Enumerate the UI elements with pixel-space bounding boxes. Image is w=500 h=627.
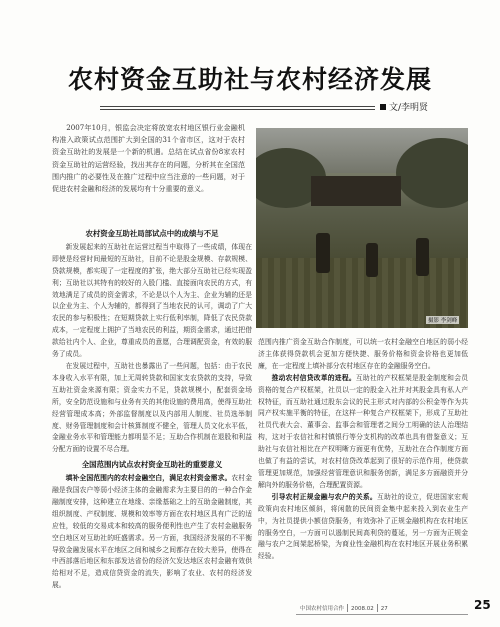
section-heading-significance: 全国范围内试点农村资金互助社的重要意义 (81, 460, 223, 470)
article-photo (256, 128, 468, 328)
page-range: 27 (380, 606, 388, 612)
paragraph (52, 473, 252, 592)
paragraph: 在发展过程中，互助社也暴露出了一些问题，包括：由于农民本身收入水平有限，加上无周转贷款和国家支农贷款的支持，导致互助社资金来源有限；资金实力不足，贷款规模小，配套资金场所，安全防范设施和与业务有关的其他设施的费用高，使得互助社经营管理成本高；外部监督制度以及内部用人制度、社员选举制度、财务管理制度和会计核算制度不健全，管理人员文化水平低，金融业务水平和管理能力都明显不足；互助合作机制在退股和利益分配方面的设置不尽合理。 (52, 361, 252, 454)
photo-person (416, 238, 429, 276)
author-row (0, 100, 500, 114)
author-byline (380, 100, 428, 113)
paragraph-body: 互助社的产权框架是股金制度和会员资格的复合产权框架，社员以一定的股金入社并对其股金具有私人产权特征，而互助社通过股东会议的民主形式对内部的公积金等作为共同产权实施平衡的特征，在这样一种复合产权框架下，形成了互助社社员代表大会、董事会、监事会和管理者之间分工明确的法人治理结构，这对于农信社和村镇银行等分支机构的改革也具有借鉴意义；互助社与农信社相比在产权明晰方面更有优势，互助社在合作制度方面也做了有益的尝试，对农村信贷改革起到了很好的示范作用，使贷款管理更加规范，加强经营管理意识和服务创新，满足多方面融资并分解向外的服务价格，合理配置资源。 (258, 373, 468, 489)
footer-separator (377, 604, 378, 612)
photo-tree (396, 138, 468, 208)
photo-building (311, 176, 401, 206)
article-abstract (52, 122, 245, 195)
lead-sentence: 推动农村信贷改革的进程。 (271, 373, 356, 382)
square-bullet-icon (380, 104, 386, 110)
right-column (258, 337, 468, 563)
title-rule-secondary (100, 109, 375, 110)
journal-name: 中国农村信用合作 (300, 606, 345, 612)
paragraph-body: 互助社的设立，促进国家宏观政策向农村地区倾斜，将闲散的民间资金集中起来投入到农业生产中，为社员提供小额信贷服务，有效弥补了正规金融机构在农村地区的服务空白，一方面可以遏制民间高利贷的蔓延，另一方面为正规金融与农户之间架起桥梁，为商业性金融机构在农村地区开展业务积累经验。 (258, 492, 468, 561)
author-name: 文/李明贤 (389, 103, 429, 113)
article-title: 农村资金互助社与农村经济发展 (67, 65, 432, 94)
issue-number: 2008.02 (351, 606, 374, 612)
paragraph (258, 373, 468, 492)
abstract-text: 2007年10月，银监会决定将放宽农村地区银行业金融机构准入政策试点范围扩大到全国的31个省市区，这对于农村资金互助社的发展是一个新的机遇。总结在试点省份8家农村资金互助社的运营经验，找出其存在的问题，分析其在全国范围内推广的必要性及在推广过程中应当注意的一些问题，对于促进农村金融和经济的发展均有十分重要的意义。 (52, 123, 245, 194)
page-number: 25 (474, 598, 491, 612)
left-column (52, 225, 252, 592)
lead-sentence: 填补全国范围内的农村金融空白，满足农村资金需求。 (65, 474, 232, 483)
paragraph (258, 492, 468, 563)
paragraph: 新发展起来的互助社在运营过程当中取得了一些成绩，体现在即使是经营时间最短的互助社，目前不论是股金规模、存款规模、贷款规模，都实现了一定程度的扩张，绝大部分互助社已经实现盈利；互助社以其特有的较好的入股门槛、直接面向农民的方式，有效地满足了成员的资金需求，不论是以个人为主、企业为辅的还是以企业为主、个人为辅的，都得到了当地农民的认可，调动了广大农民的参与积极性；在短期贷款上实行低利率制，降低了农民贷款成本，一定程度上拥护了当地农民的利益，期资金需求，通过把借款给社内个人、企业，尊重成员的意愿，合理调配资金，有效的服务了成员。 (52, 242, 252, 359)
photo-person (366, 243, 378, 277)
footer-rule (296, 614, 468, 615)
photo-person (316, 233, 330, 273)
title-rule (100, 106, 375, 107)
footer-separator (347, 604, 348, 612)
paragraph: 范围内推广资金互助合作制度，可以统一农村金融空白地区的弱小经济主体获得贷款机会更加方便快捷、服务价格和资金价格也更加低廉，在一定程度上填补部分农村地区存在的金融服务空白。 (258, 338, 468, 370)
lead-sentence: 引导农村正规金融与农户的关系。 (271, 492, 377, 501)
section-heading-achievements: 农村资金互助社局部试点中的成绩与不足 (85, 229, 219, 238)
photo-caption: 摄影 李剑峰 (428, 318, 458, 324)
page-footer (300, 604, 470, 612)
paragraph-body: 农村金融是我国农户等弱小经济主体的金融需求为主要目的的一种合作金融制度安排，这种建立在地缘、亲缘基础之上的互助金融制度，其组织制度、产权制度、规模和效率等方面在农村地区具有广泛的适应性，较低的交易成本和较高的服务便利性也产生了农村金融服务空白地区对互助社的旺盛需求。另一方面，我国经济发展的不平衡导致金融发展水平在地区之间和城乡之间都存在较大差异，使得在中西部落后地区和东部发达省份的经济欠发达地区农村金融有效供给相对不足，造成信贷资金的流失，影响了农业、农村的经济发展。 (52, 474, 252, 590)
